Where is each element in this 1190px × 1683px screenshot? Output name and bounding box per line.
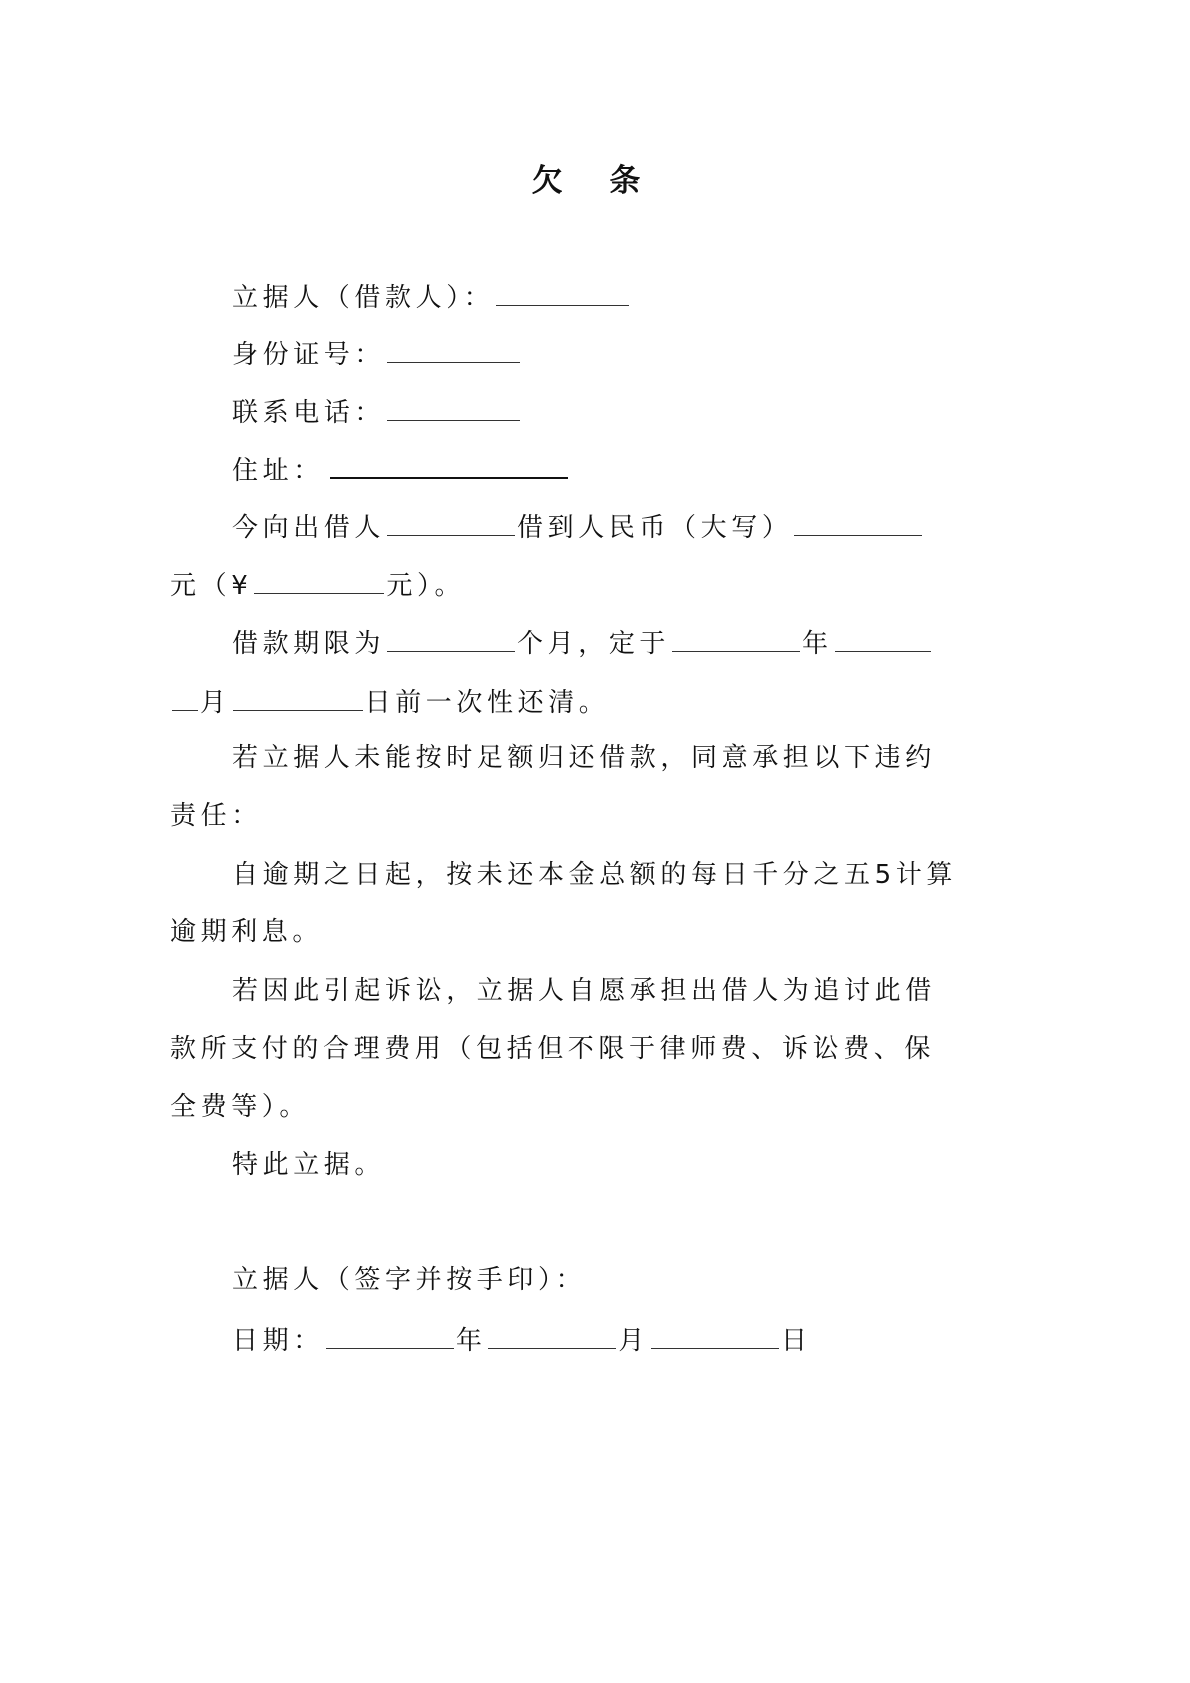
interest-line-1: 自逾期之日起，按未还本金总额的每日千分之五5计算 [232, 860, 957, 890]
signature-line: 立据人（签字并按手印）： [232, 1265, 587, 1295]
date-line [232, 1318, 812, 1361]
term-text: 月 [200, 688, 231, 718]
due-day-blank[interactable] [233, 680, 363, 711]
loan-text: 元）。 [386, 571, 466, 601]
term-line-2 [170, 680, 609, 723]
borrower-blank[interactable] [496, 275, 629, 306]
term-text: 年 [802, 629, 833, 659]
id-blank[interactable] [387, 332, 520, 363]
term-line-1 [232, 621, 933, 664]
litigation-line-2: 款所支付的合理费用（包括但不限于律师费、诉讼费、保 [170, 1034, 936, 1064]
amount-number-blank[interactable] [254, 563, 384, 594]
phone-line [232, 390, 522, 433]
phone-blank[interactable] [387, 390, 520, 421]
date-day-label: 日 [781, 1326, 812, 1356]
phone-label: 联系电话： [232, 398, 386, 428]
loan-text: 借到人民币（大写） [517, 513, 793, 543]
lender-blank[interactable] [387, 505, 515, 536]
address-blank[interactable] [330, 447, 568, 479]
breach-line-2: 责任： [170, 801, 262, 831]
litigation-line-1: 若因此引起诉讼，立据人自愿承担出借人为追讨此借 [232, 976, 936, 1006]
term-text: 借款期限为 [232, 629, 386, 659]
term-text: 日前一次性还清。 [364, 688, 610, 718]
breach-line-1: 若立据人未能按时足额归还借款，同意承担以下违约 [232, 743, 936, 773]
id-label: 身份证号： [232, 340, 386, 370]
address-label: 住址： [232, 456, 324, 486]
date-month-label: 月 [618, 1326, 650, 1356]
document-title: 欠 条 [531, 163, 659, 199]
litigation-line-3: 全费等）。 [170, 1092, 311, 1122]
address-line [232, 447, 568, 491]
date-month-blank[interactable] [488, 1318, 616, 1349]
amount-words-blank[interactable] [794, 505, 922, 536]
borrower-line [232, 275, 631, 318]
borrower-label: 立据人（借款人）： [232, 283, 495, 313]
loan-line-2 [170, 563, 465, 606]
due-month-blank-cont[interactable] [172, 680, 198, 711]
loan-line-1 [232, 505, 924, 548]
loan-text: 元（¥ [170, 571, 253, 601]
date-year-label: 年 [455, 1326, 487, 1356]
date-day-blank[interactable] [651, 1318, 779, 1349]
date-label: 日期： [232, 1326, 324, 1356]
loan-text: 今向出借人 [232, 513, 386, 543]
term-text: 个月，定于 [517, 629, 671, 659]
id-line [232, 332, 522, 375]
months-blank[interactable] [387, 621, 515, 652]
due-year-blank[interactable] [672, 621, 800, 652]
closing-line: 特此立据。 [232, 1150, 386, 1180]
interest-line-2: 逾期利息。 [170, 917, 324, 947]
date-year-blank[interactable] [326, 1318, 454, 1349]
due-month-blank[interactable] [835, 621, 931, 652]
